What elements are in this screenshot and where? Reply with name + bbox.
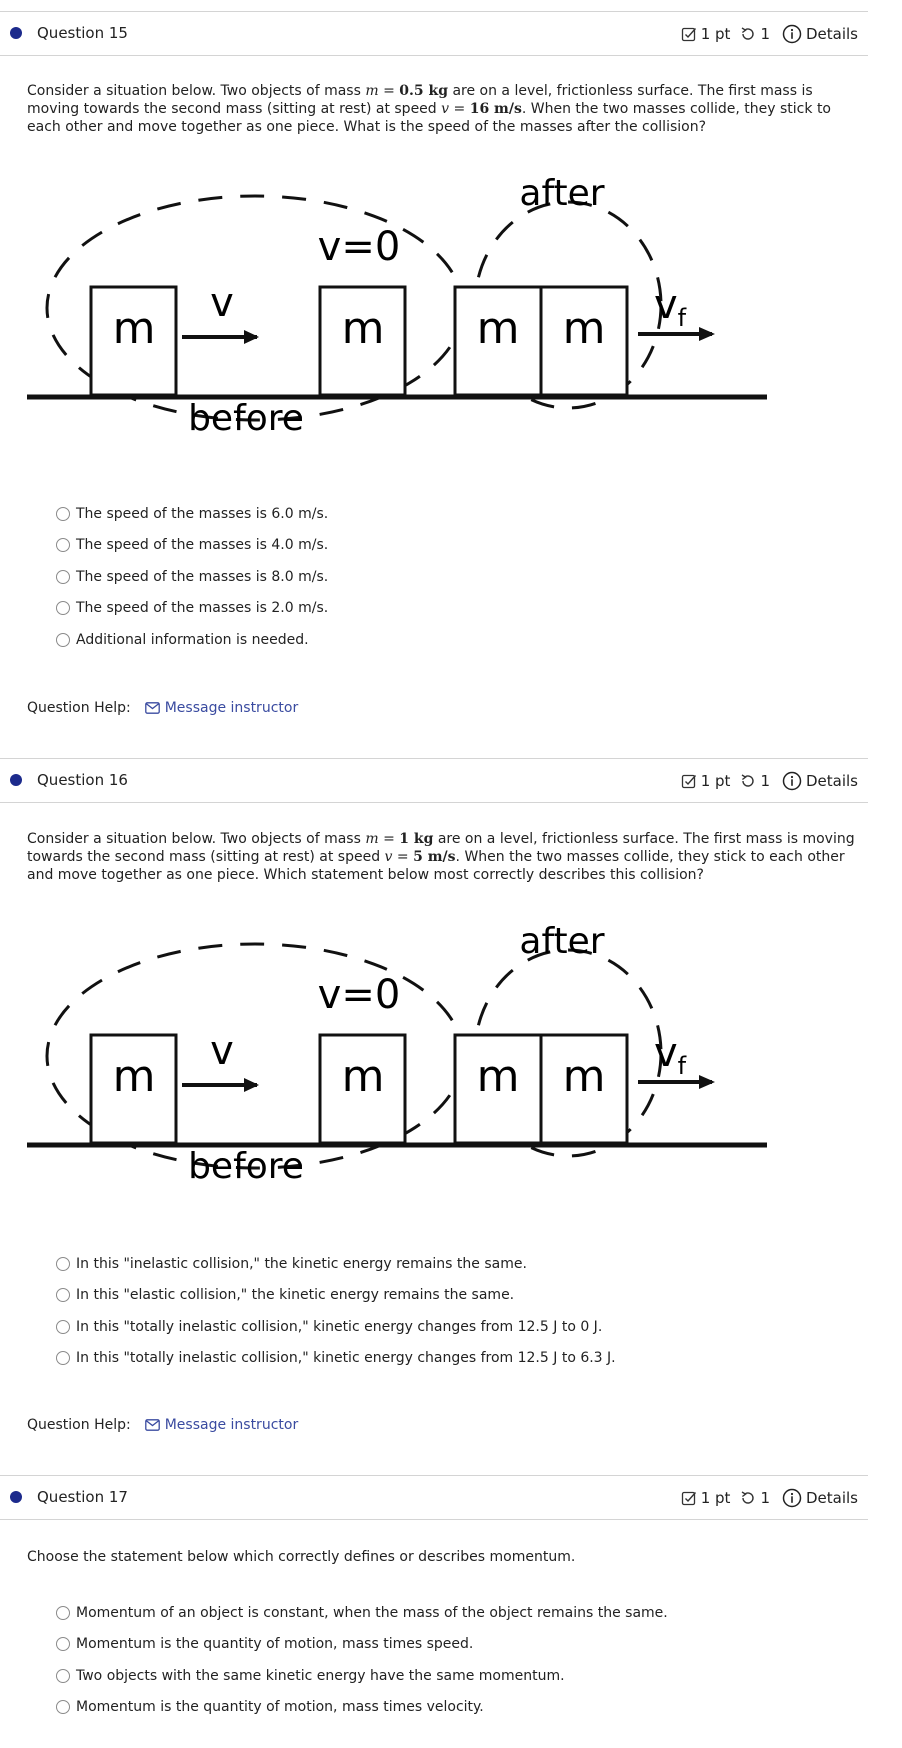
velocity-label: v [210, 280, 234, 326]
points-label: 1 pt [700, 772, 731, 790]
answer-option[interactable]: Momentum is the quantity of motion, mass times speed. [56, 1629, 668, 1661]
mass-label: m [341, 303, 385, 354]
radio-icon[interactable] [56, 1669, 70, 1683]
answer-option[interactable]: Momentum of an object is constant, when the mass of the object remains the same. [56, 1597, 668, 1629]
before-label: before [188, 398, 304, 439]
question-title: Question 17 [37, 1488, 128, 1506]
question-text: Choose the statement below which correctly defines or describes momentum. [27, 1549, 576, 1565]
answer-option[interactable]: In this "elastic collision," the kinetic energy remains the same. [56, 1280, 616, 1312]
retry-icon [740, 773, 756, 789]
details-link[interactable]: Details [805, 772, 858, 790]
radio-icon[interactable] [56, 1288, 70, 1302]
after-label: after [519, 173, 605, 214]
question-meta [681, 771, 858, 791]
final-velocity-label: $v_f$ [653, 282, 687, 332]
attempts-label: 1 [760, 772, 770, 790]
collision-diagram [22, 160, 782, 460]
attempts-label: 1 [760, 25, 770, 43]
question-header [0, 11, 868, 56]
info-icon[interactable] [782, 771, 802, 791]
message-instructor-link[interactable]: Message instructor [145, 1417, 299, 1433]
question-bullet-icon [10, 27, 22, 39]
answer-option[interactable]: Momentum is the quantity of motion, mass times velocity. [56, 1692, 668, 1724]
points-label: 1 pt [700, 1489, 731, 1507]
after-label: after [519, 921, 605, 962]
collision-diagram [22, 908, 782, 1208]
velocity-arrowhead-icon [244, 330, 259, 344]
checkbox-icon [681, 1490, 697, 1506]
radio-icon[interactable] [56, 507, 70, 521]
answer-options [56, 1597, 668, 1723]
question-bullet-icon [10, 1491, 22, 1503]
checkbox-icon [681, 773, 697, 789]
question-meta [681, 1488, 858, 1508]
mass-label: m [476, 1051, 520, 1102]
message-instructor-link[interactable]: Message instructor [145, 700, 299, 716]
radio-icon[interactable] [56, 1351, 70, 1365]
mass-label: m [562, 303, 606, 354]
mass-label: m [112, 303, 156, 354]
final-velocity-label: $v_f$ [653, 1030, 687, 1080]
retry-icon [740, 26, 756, 42]
answer-option[interactable]: The speed of the masses is 2.0 m/s. [56, 593, 328, 625]
question-help [27, 1417, 298, 1433]
radio-icon[interactable] [56, 1320, 70, 1334]
radio-icon[interactable] [56, 601, 70, 615]
question-title: Question 15 [37, 24, 128, 42]
answer-options [56, 498, 328, 656]
details-link[interactable]: Details [805, 25, 858, 43]
info-icon[interactable] [782, 24, 802, 44]
info-icon[interactable] [782, 1488, 802, 1508]
question-meta [681, 24, 858, 44]
details-link[interactable]: Details [805, 1489, 858, 1507]
retry-icon [740, 1490, 756, 1506]
answer-option[interactable]: In this "inelastic collision," the kinetic energy remains the same. [56, 1248, 616, 1280]
question-help-label: Question Help: [27, 1417, 131, 1433]
mail-icon [145, 702, 160, 714]
radio-icon[interactable] [56, 1700, 70, 1714]
radio-icon[interactable] [56, 1257, 70, 1271]
mass-label: m [341, 1051, 385, 1102]
rest-velocity-label: v=0 [317, 972, 401, 1018]
answer-option[interactable]: The speed of the masses is 6.0 m/s. [56, 498, 328, 530]
question-help [27, 700, 298, 716]
mail-icon [145, 1419, 160, 1431]
mass-label: m [562, 1051, 606, 1102]
answer-option[interactable]: Additional information is needed. [56, 624, 328, 656]
question-text: Consider a situation below. Two objects of mass m = 0.5 kg are on a level, frictionless surface. The first mass is moving towards the second mass (sitting at rest) at speed v = 16 m/s. When the two masses collide, they stick to each other and move together as one piece. What is the speed of the masses after the collision? [27, 83, 831, 135]
rest-velocity-label: v=0 [317, 224, 401, 270]
before-label: before [188, 1146, 304, 1187]
answer-option[interactable]: Two objects with the same kinetic energy have the same momentum. [56, 1660, 668, 1692]
answer-option[interactable]: The speed of the masses is 4.0 m/s. [56, 530, 328, 562]
radio-icon[interactable] [56, 1637, 70, 1651]
answer-option[interactable]: In this "totally inelastic collision," kinetic energy changes from 12.5 J to 6.3 J. [56, 1343, 616, 1375]
attempts-label: 1 [760, 1489, 770, 1507]
final-velocity-arrowhead-icon [699, 327, 715, 341]
radio-icon[interactable] [56, 570, 70, 584]
question-text: Consider a situation below. Two objects of mass m = 1 kg are on a level, frictionless surface. The first mass is moving towards the second mass (sitting at rest) at speed v = 5 m/s. When the two masses collide, they stick to each other and move together as one piece. Which statement below most correctly describes this collision? [27, 831, 855, 883]
final-velocity-arrowhead-icon [699, 1075, 715, 1089]
answer-option[interactable]: The speed of the masses is 8.0 m/s. [56, 561, 328, 593]
answer-options [56, 1248, 616, 1374]
question-title: Question 16 [37, 771, 128, 789]
radio-icon[interactable] [56, 538, 70, 552]
velocity-label: v [210, 1028, 234, 1074]
points-label: 1 pt [700, 25, 731, 43]
question-bullet-icon [10, 774, 22, 786]
question-header [0, 1475, 868, 1520]
velocity-arrowhead-icon [244, 1078, 259, 1092]
answer-option[interactable]: In this "totally inelastic collision," kinetic energy changes from 12.5 J to 0 J. [56, 1311, 616, 1343]
mass-label: m [112, 1051, 156, 1102]
radio-icon[interactable] [56, 633, 70, 647]
mass-label: m [476, 303, 520, 354]
question-header [0, 758, 868, 803]
checkbox-icon [681, 26, 697, 42]
radio-icon[interactable] [56, 1606, 70, 1620]
question-help-label: Question Help: [27, 700, 131, 716]
